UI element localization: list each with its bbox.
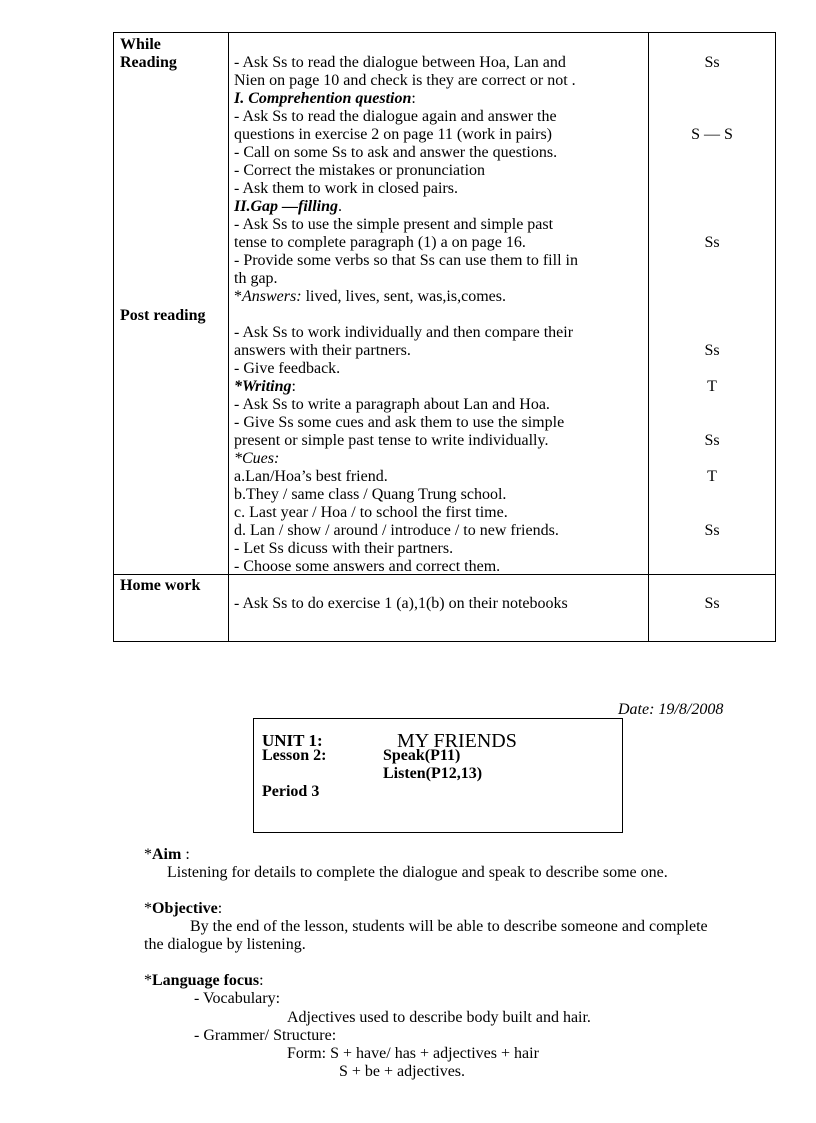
language-focus-heading: *Language focus: [144,972,264,989]
activity-text: - Ask Ss to read the dialogue between Hoa, Lan and [234,54,566,71]
activity-text: b.They / same class / Quang Trung school. [234,486,507,503]
activity-text: Nien on page 10 and check is they are correct or not . [234,72,576,89]
activity-text: - Let Ss dicuss with their partners. [234,540,454,557]
activity-line [234,270,278,288]
interaction-label: Ss [704,234,720,251]
objective-heading: *Objective: [144,900,223,917]
interaction-label: T [707,468,717,485]
activity-line [234,468,388,486]
lesson-part: Listen(P12,13) [383,765,483,782]
stage-label: Home work [120,577,201,594]
stage-label: Post reading [120,307,206,324]
activity-text: - Ask Ss to use the simple present and simple past [234,216,554,233]
period-label: Period 3 [262,783,320,800]
activity-line [234,504,508,522]
grammar-form: S + be + adjectives. [339,1063,466,1080]
interaction-label: Ss [704,432,720,449]
activity-text: I. Comprehention question [234,90,412,107]
activity-text: th gap. [234,270,278,287]
activity-text: questions in exercise 2 on page 11 (work in pairs) [234,126,552,143]
activity-line [234,126,552,144]
activity-text: - Ask Ss to write a paragraph about Lan and Hoa. [234,396,550,413]
activity-text: - Ask them to work in closed pairs. [234,180,458,197]
grammar-form: Form: S + have/ has + adjectives + hair [287,1045,539,1062]
interaction-label: Ss [704,54,720,71]
objective-text: By the end of the lesson, students will be able to describe someone and complete [190,918,708,935]
activity-line [234,558,500,576]
activity-suffix: : [411,90,416,107]
interaction-label: Ss [704,522,720,539]
activity-text: a.Lan/Hoa’s best friend. [234,468,388,485]
activity-text: II.Gap —filling [234,198,339,215]
stage-label: While [120,36,161,53]
lesson-label: Lesson 2: [262,747,327,764]
grammar-label: - Grammer/ Structure: [194,1027,337,1044]
language-focus-label: Language focus [152,972,260,989]
activity-text: - Choose some answers and correct them. [234,558,501,575]
unit-title: MY FRIENDS [397,730,517,752]
activity-line [234,342,411,360]
activity-line [234,540,453,558]
activity-prefix: * [234,288,242,305]
activity-suffix: lived, lives, sent, was,is,comes. [301,288,506,305]
activity-line [234,414,564,432]
activity-line [234,360,340,378]
table-column-divider [228,32,229,642]
lesson-part: Speak(P11) [383,747,461,764]
activity-text: answers with their partners. [234,342,411,359]
table-column-divider [648,32,649,642]
activity-text: - Ask Ss to work individually and then compare their [234,324,574,341]
objective-text: the dialogue by listening. [144,936,306,953]
aim-heading: *Aim : [144,846,190,863]
activity-line [234,234,526,252]
vocabulary-label: - Vocabulary: [194,990,281,1007]
activity-line [234,486,506,504]
activity-line [234,432,548,450]
activity-text: - Call on some Ss to ask and answer the questions. [234,144,558,161]
stage-label: Reading [120,54,177,71]
activity-line [234,72,576,90]
activity-line [234,90,416,108]
activity-line [234,252,578,270]
activity-text: *Writing [234,378,292,395]
activity-text: - Give Ss some cues and ask them to use the simple [234,414,565,431]
activity-line [234,522,559,540]
activity-text: *Cues: [234,450,280,467]
homework-activity: - Ask Ss to do exercise 1 (a),1(b) on their notebooks [234,595,568,612]
activity-line [234,162,485,180]
activity-text: - Ask Ss to read the dialogue again and answer the [234,108,557,125]
vocabulary-text: Adjectives used to describe body built and hair. [287,1009,591,1026]
interaction-label: Ss [704,342,720,359]
activity-line [234,378,296,396]
activity-line [234,324,573,342]
activity-text: present or simple past tense to write individually. [234,432,549,449]
aim-label: Aim [152,846,182,863]
interaction-label: S — S [691,126,733,143]
activity-suffix: . [338,198,343,215]
activity-line [234,450,279,468]
activity-text: d. Lan / show / around / introduce / to new friends. [234,522,559,539]
unit-label: UNIT 1: [262,731,323,750]
activity-line [234,144,557,162]
activity-line [234,180,458,198]
activity-line [234,396,550,414]
interaction-label: T [707,378,717,395]
activity-suffix: : [291,378,296,395]
activity-line [234,216,553,234]
interaction-label: Ss [704,595,720,612]
activity-line [234,198,342,216]
activity-line [234,108,557,126]
activity-line [234,288,506,306]
objective-label: Objective [152,900,218,917]
activity-text: - Correct the mistakes or pronunciation [234,162,486,179]
activity-text: Answers: [242,288,302,305]
activity-text: - Provide some verbs so that Ss can use them to fill in [234,252,578,269]
activity-text: c. Last year / Hoa / to school the first time. [234,504,508,521]
aim-text: Listening for details to complete the dialogue and speak to describe some one. [167,864,668,881]
activity-line [234,54,566,72]
activity-text: tense to complete paragraph (1) a on page 16. [234,234,526,251]
lesson-date: Date: 19/8/2008 [618,701,724,718]
activity-text: - Give feedback. [234,360,341,377]
